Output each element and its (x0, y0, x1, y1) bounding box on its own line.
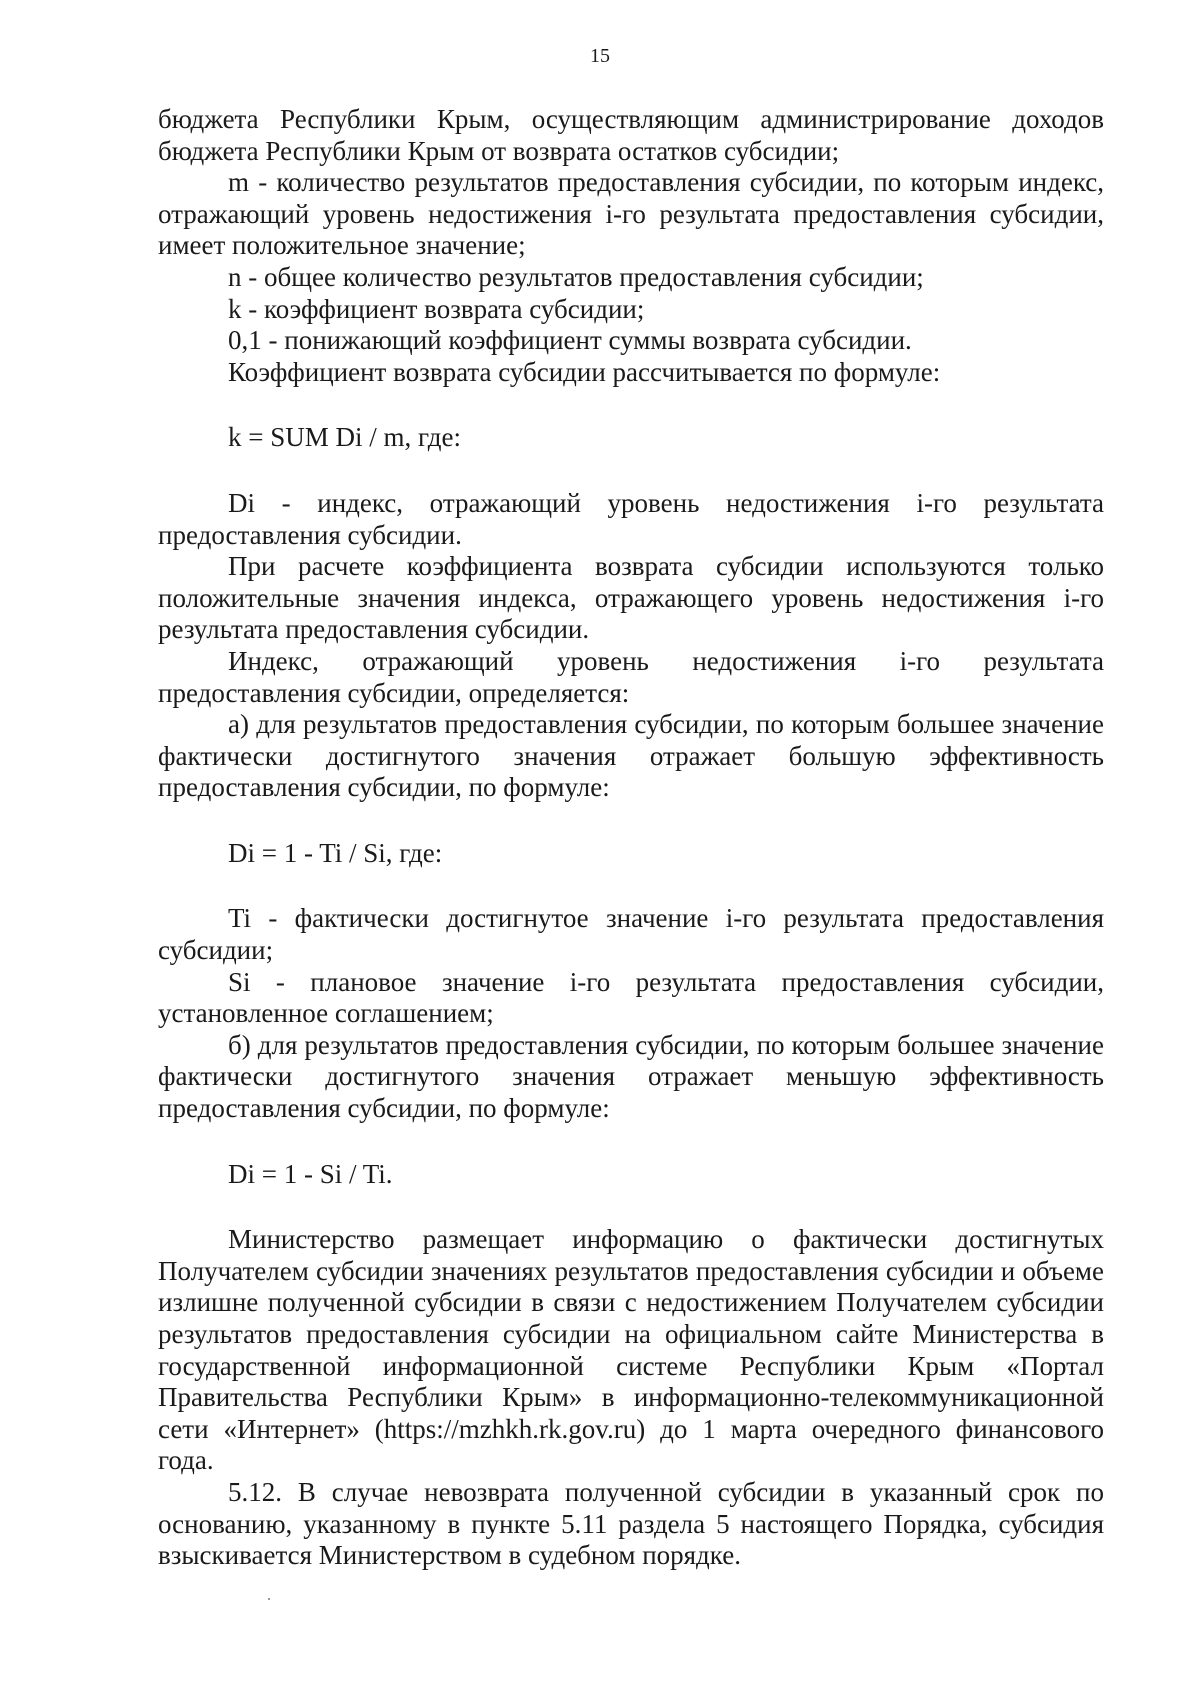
paragraph-case-a: а) для результатов предоставления субсидии, по которым большее значение фактически достигнутого значения отражает большую эффективность предоставления субсидии, по формуле: (158, 709, 1104, 803)
paragraph-case-b: б) для результатов предоставления субсидии, по которым большее значение фактически достигнутого значения отражает меньшую эффективность предоставления субсидии, по формуле: (158, 1029, 1104, 1124)
document-body (158, 104, 1104, 1572)
definition-si: Si - плановое значение i-го результата предоставления субсидии, установленное соглашением; (158, 966, 1104, 1029)
definition-m: m - количество результатов предоставления субсидии, по которым индекс, отражающий уровень недостижения i-го результата предоставления субсидии, имеет положительное значение; (158, 167, 1104, 261)
paragraph-positive-values: При расчете коэффициента возврата субсидии используются только положительные значения индекса, отражающего уровень недостижения i-го результата предоставления субсидии. (158, 551, 1104, 645)
formula-di-a: Di = 1 - Ti / Si, где: (228, 837, 443, 868)
definition-n: n - общее количество результатов предоставления субсидии; (228, 261, 924, 292)
paragraph-return-coefficient-intro: Коэффициент возврата субсидии рассчитывается по формуле: (228, 356, 941, 387)
definition-k: k - коэффициент возврата субсидии; (228, 293, 645, 324)
page-number: 15 (590, 45, 610, 67)
definition-di: Di - индекс, отражающий уровень недостижения i-го результата предоставления субсидии. (158, 487, 1104, 550)
paragraph-ministry-publication: Министерство размещает информацию о фактически достигнутых Получателем субсидии значениях результатов предоставления субсидии и объеме излишне полученной субсидии в связи с недостижением Получателем субсидии результатов предоставления субсидии на официальном сайте Министерства в государственной информационной системе Республики Крым «Портал Правительства Республики Крым» в информационно-телекоммуникационной сети «Интернет» (https://mzhkh.rk.gov.ru) до 1 марта очередного финансового года. (158, 1224, 1104, 1476)
formula-k: k = SUM Di / m, где: (228, 422, 461, 453)
definition-reduction-coefficient: 0,1 - понижающий коэффициент суммы возврата субсидии. (228, 325, 912, 356)
paragraph-5-12: 5.12. В случае невозврата полученной субсидии в указанный срок по основанию, указанному в пункте 5.11 раздела 5 настоящего Порядка, субсидия взыскивается Министерством в судебном порядке. (158, 1476, 1104, 1571)
scan-speck (268, 1598, 270, 1600)
paragraph-budget-continuation: бюджета Республики Крым, осуществляющим администрирование доходов бюджета Республики Крым от возврата остатков субсидии; (158, 104, 1104, 166)
paragraph-index-determined: Индекс, отражающий уровень недостижения i-го результата предоставления субсидии, определяется: (158, 645, 1104, 708)
definition-ti: Ti - фактически достигнутое значение i-го результата предоставления субсидии; (158, 903, 1104, 966)
formula-di-b: Di = 1 - Si / Ti. (228, 1158, 393, 1189)
